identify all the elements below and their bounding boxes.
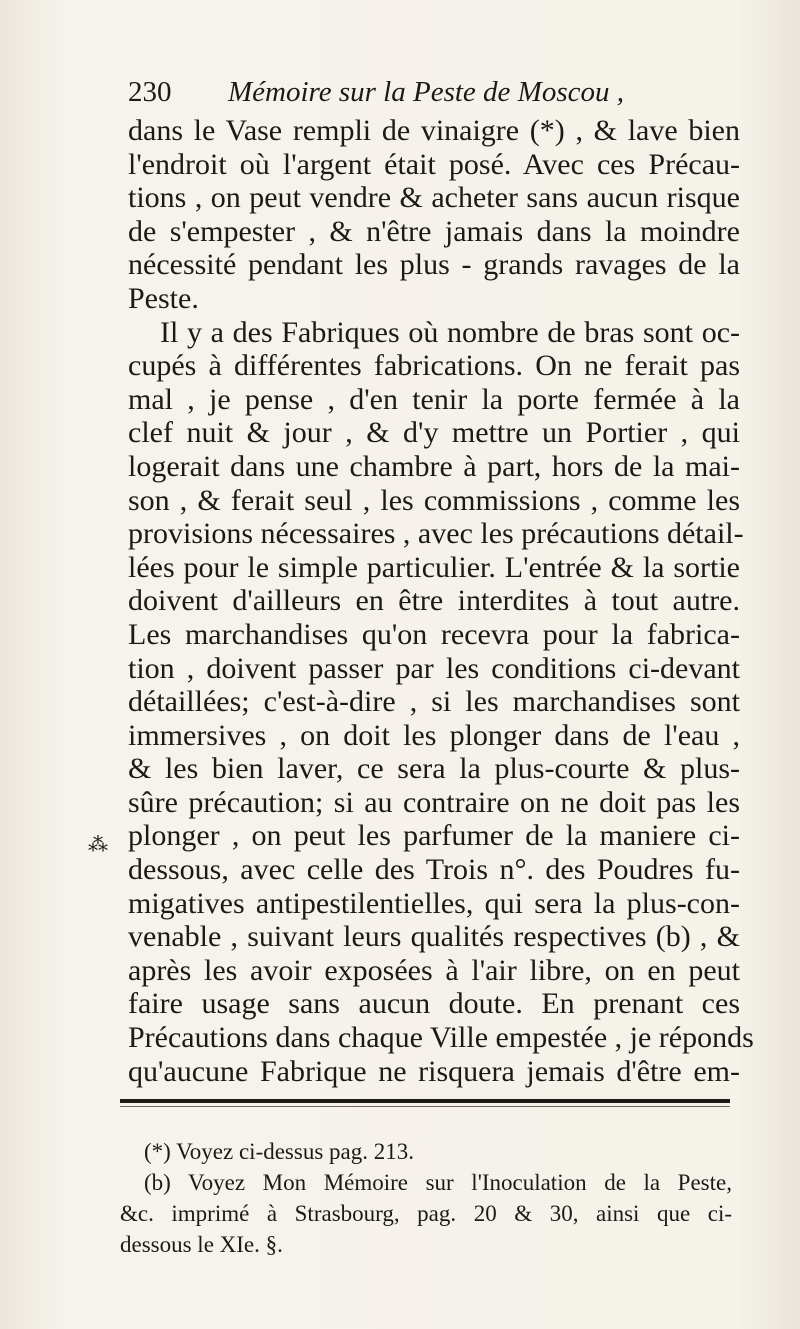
text-line: dessous, avec celle des Trois n°. des Poudres fu- xyxy=(128,853,740,887)
text-line: venable , suivant leurs qualités respectives (b) , & xyxy=(128,920,740,954)
text-line: lées pour le simple particulier. L'entrée & la sortie xyxy=(128,550,740,584)
text-line: immersives , on doit les plonger dans de l'eau , xyxy=(128,718,740,752)
text-line: doivent d'ailleurs en être interdites à tout autre. xyxy=(128,584,740,618)
text-line: dans le Vase rempli de vinaigre (*) , & lave bien xyxy=(128,114,740,147)
text-line: faire usage sans aucun doute. En prenant ces xyxy=(128,987,740,1021)
text-line: & les bien laver, ce sera la plus-courte & plus- xyxy=(128,752,740,786)
text-line: détaillées; c'est-à-dire , si les marchandises sont xyxy=(128,685,740,719)
text-line: tion , doivent passer par les conditions ci-devant xyxy=(128,651,740,685)
footnote-line: (*) Voyez ci-dessus pag. 213. xyxy=(144,1139,414,1164)
page-number: 230 xyxy=(128,76,172,108)
footnote-line: dessous le XIe. §. xyxy=(120,1232,283,1257)
footnote-line: (b) Voyez Mon Mémoire sur l'Inoculation de la Peste, xyxy=(144,1170,732,1195)
text-line: cupés à différentes fabrications. On ne ferait pas xyxy=(128,349,740,383)
text-line: son , & ferait seul , les commissions , comme les xyxy=(128,483,740,517)
text-line: l'endroit où l'argent était posé. Avec ces Précau- xyxy=(128,147,740,181)
footnote-rule-thin xyxy=(120,1106,730,1107)
text-line: qu'aucune Fabrique ne risquera jemais d'être em- xyxy=(128,1054,740,1088)
footnote-rule xyxy=(120,1099,730,1103)
text-line: Il y a des Fabriques où nombre de bras sont oc- xyxy=(160,315,740,349)
text-line: clef nuit & jour , & d'y mettre un Portier , qui xyxy=(128,416,740,450)
margin-asterism-icon: ⁂ xyxy=(88,834,108,856)
text-line: logerait dans une chambre à part, hors de la mai- xyxy=(128,449,740,483)
text-line: sûre précaution; si au contraire on ne doit pas les xyxy=(128,785,740,819)
text-line: Les marchandises qu'on recevra pour la fabrica- xyxy=(128,617,740,651)
text-line: Peste. xyxy=(128,281,199,315)
text-line: plonger , on peut les parfumer de la maniere ci- xyxy=(128,819,740,853)
body-text xyxy=(128,114,754,1088)
footnotes xyxy=(120,1136,732,1260)
text-line: mal , je pense , d'en tenir la porte fermée à la xyxy=(128,382,740,416)
text-line: migatives antipestilentielles, qui sera la plus-con- xyxy=(128,886,740,920)
footnote-line: &c. imprimé à Strasbourg, pag. 20 & 30, ainsi que ci- xyxy=(120,1201,732,1226)
text-line: Précautions dans chaque Ville empestée , je réponds xyxy=(128,1021,754,1055)
text-line: tions , on peut vendre & acheter sans aucun risque xyxy=(128,181,740,215)
running-title: Mémoire sur la Peste de Moscou , xyxy=(228,76,624,108)
text-line: de s'empester , & n'être jamais dans la moindre xyxy=(128,214,740,248)
page-header xyxy=(128,76,748,116)
text-line: après les avoir exposées à l'air libre, on en peut xyxy=(128,953,740,987)
text-line: nécessité pendant les plus - grands ravages de la xyxy=(128,248,740,282)
text-line: provisions nécessaires , avec les précautions détail- xyxy=(128,517,744,551)
